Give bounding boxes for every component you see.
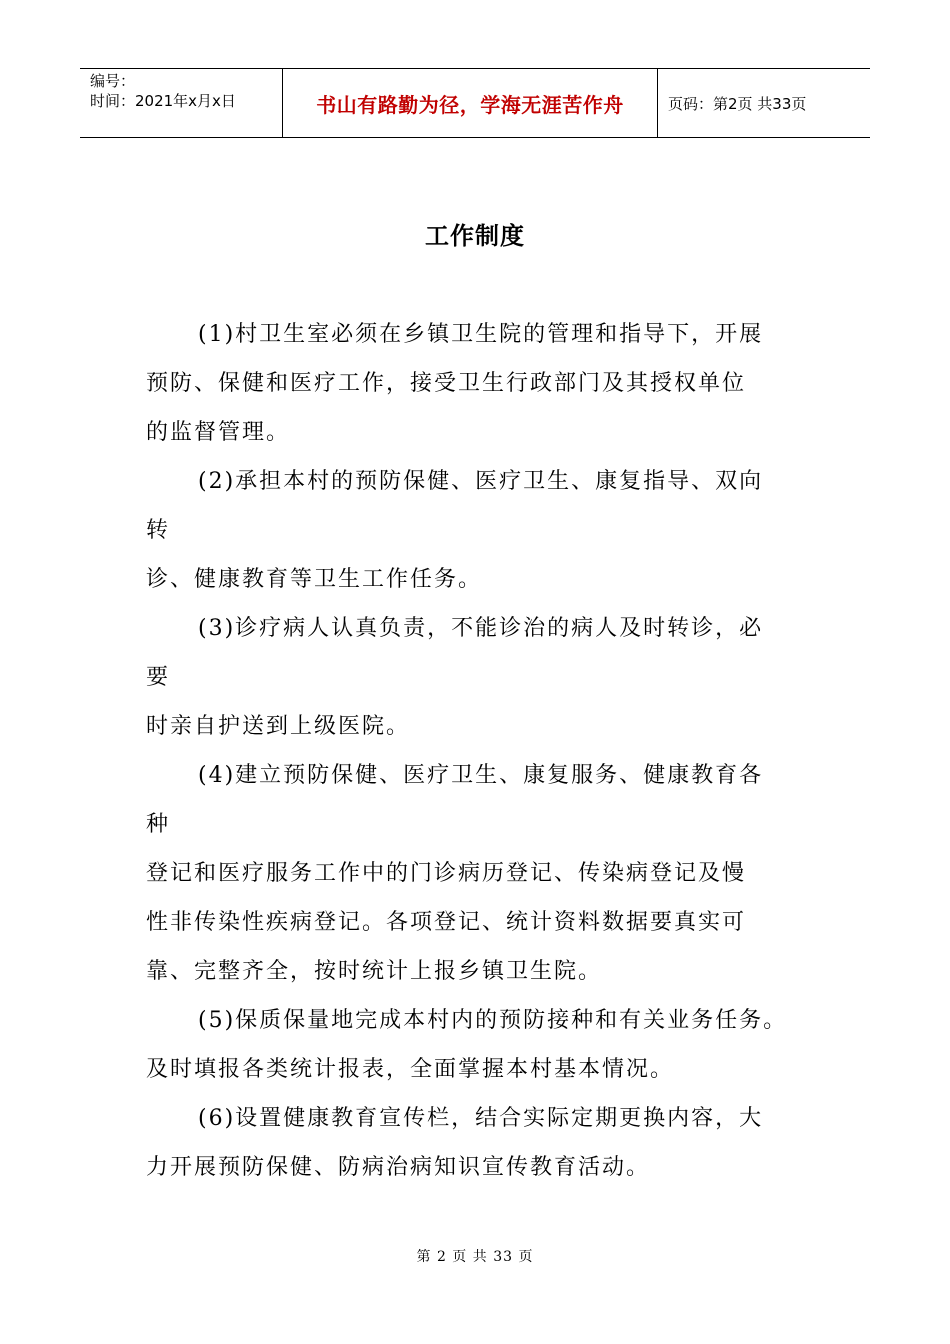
- body-line: (5)保质保量地完成本村内的预防接种和有关业务任务。: [198, 1008, 788, 1033]
- document-title: 工作制度: [425, 222, 525, 250]
- body-line: (2)承担本村的预防保健、医疗卫生、康复指导、双向: [198, 469, 764, 494]
- body-line: 靠、完整齐全，按时统计上报乡镇卫生院。: [146, 959, 603, 984]
- body-line: (3)诊疗病人认真负责，不能诊治的病人及时转诊，必: [198, 616, 764, 641]
- header-meta: [80, 69, 282, 137]
- document-header: [80, 68, 870, 138]
- body-line: (6)设置健康教育宣传栏，结合实际定期更换内容，大: [198, 1106, 764, 1131]
- header-page-info: 页码：第2页 共33页: [668, 94, 807, 113]
- body-line: 转: [146, 518, 171, 543]
- body-line: 预防、保健和医疗工作，接受卫生行政部门及其授权单位: [146, 371, 747, 396]
- page-footer: 第 2 页 共 33 页: [416, 1249, 534, 1265]
- body-line: 及时填报各类统计报表，全面掌握本村基本情况。: [146, 1057, 675, 1082]
- body-line: 诊、健康教育等卫生工作任务。: [146, 567, 483, 592]
- body-line: (1)村卫生室必须在乡镇卫生院的管理和指导下，开展: [198, 322, 764, 347]
- body-line: 要: [146, 665, 171, 690]
- document-body: [146, 310, 812, 1192]
- body-line: 力开展预防保健、防病治病知识宣传教育活动。: [146, 1155, 651, 1180]
- body-line: 时亲自护送到上级医院。: [146, 714, 411, 739]
- body-line: (4)建立预防保健、医疗卫生、康复服务、健康教育各: [198, 763, 764, 788]
- body-line: 登记和医疗服务工作中的门诊病历登记、传染病登记及慢: [146, 861, 747, 886]
- body-line: 的监督管理。: [146, 420, 291, 445]
- body-line: 种: [146, 812, 171, 837]
- time-label: 时间：2021年x月x日: [90, 92, 236, 110]
- number-label: 编号：: [90, 72, 136, 90]
- body-line: 性非传染性疾病登记。各项登记、统计资料数据要真实可: [146, 910, 747, 935]
- header-motto: 书山有路勤为径，学海无涯苦作舟: [282, 69, 658, 137]
